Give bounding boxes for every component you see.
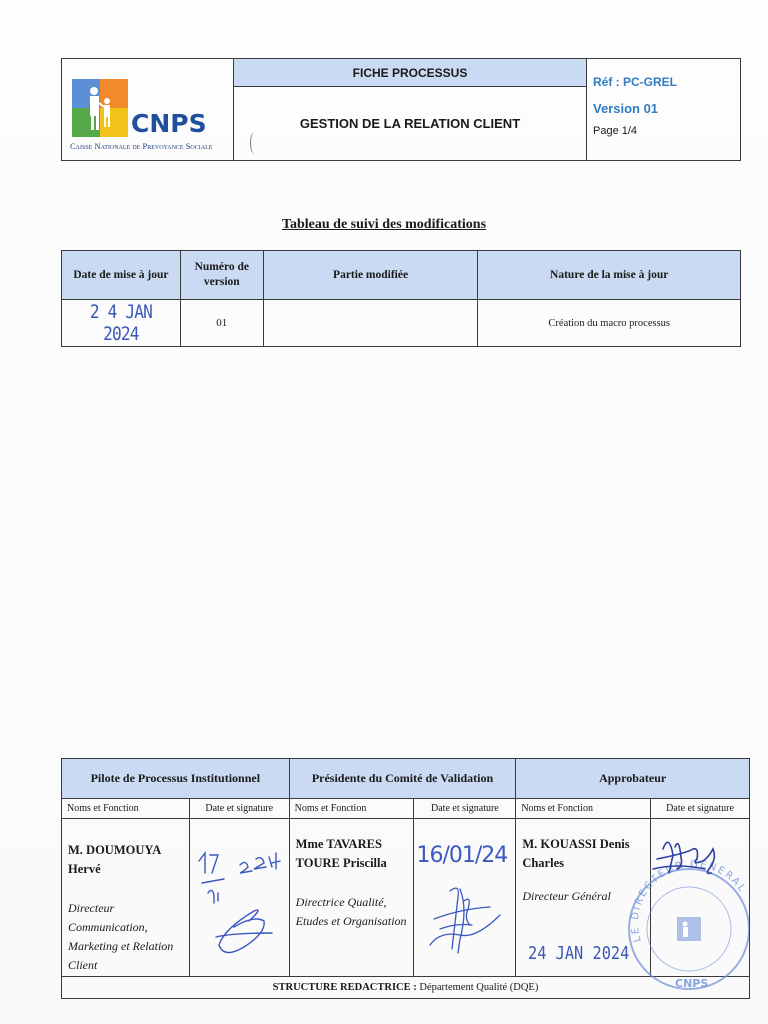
signature-table [61,758,750,999]
logo-text: CNPS [131,109,207,138]
seal-org: CNPS [675,977,709,990]
sub-header-name: Noms et Fonction [62,799,190,819]
modifications-table [61,250,741,347]
cell-date [62,300,181,347]
col-header-nature: Nature de la mise à jour [478,251,741,300]
date-stamp: 2 4 JAN 2024 [89,301,152,345]
pilote-info [62,819,190,977]
section-title: Tableau de suivi des modifications [281,217,487,232]
sub-header-date: Date et signature [651,799,750,819]
footer-label: STRUCTURE REDACTRICE : [272,982,417,993]
approbateur-stamp-date: 24 JAN 2024 [528,943,630,964]
approbateur-name: M. KOUASSI Denis Charles [522,837,630,870]
pilote-function: Directeur Communication, Marketing et Relation Client [68,901,174,972]
col-header-version: Numéro de version [180,251,263,300]
pilote-name: M. DOUMOUYA Hervé [68,843,161,876]
reference-cell [586,59,740,160]
cell-partie [263,300,478,347]
sub-header-name: Noms et Fonction [516,799,651,819]
pilote-handwritten-signature [194,833,286,963]
cell-nature: Création du macro processus [478,300,741,347]
seal-text: LE DIRECTEUR GENERAL [630,858,749,944]
col-header-partie: Partie modifiée [263,251,478,300]
cell-version: 01 [180,300,263,347]
approbateur-signature-cell [630,819,750,990]
group-approbateur: Approbateur [516,759,750,799]
version-label: Version 01 [593,101,659,116]
sub-header-name: Noms et Fonction [289,799,414,819]
document-header [61,58,741,161]
pen-stroke-mark [250,132,259,154]
group-presidente: Présidente du Comité de Validation [289,759,516,799]
pilote-signature-cell [189,819,289,977]
presidente-handwritten-date: 16/01/24 [416,843,508,868]
presidente-function: Directrice Qualité, Etudes et Organisation [295,895,407,928]
group-pilote: Pilote de Processus Institutionnel [62,759,290,799]
presidente-name: Mme TAVARES TOURE Priscilla [295,837,387,870]
logo-subtitle: Caisse Nationale de Prevoyance Sociale [70,141,213,151]
table-header-row [62,251,741,300]
col-header-date: Date de mise à jour [62,251,181,300]
page-number: Page 1/4 [593,125,638,137]
sub-header-date: Date et signature [414,799,516,819]
presidente-info [289,819,414,977]
reference-label: Réf : PC-GREL [593,75,677,89]
doc-title: GESTION DE LA RELATION CLIENT [299,116,521,131]
approbateur-info [516,819,651,977]
presidente-handwritten-signature [420,879,512,963]
presidente-signature-cell [414,819,516,977]
approbateur-function: Directeur Général [522,889,611,903]
structure-redactrice [62,977,750,999]
footer-value: Département Qualité (DQE) [419,982,539,993]
sub-header-date: Date et signature [189,799,289,819]
cnps-logo-icon [72,79,128,137]
logo-cell [62,59,234,160]
doc-type: FICHE PROCESSUS [234,59,586,87]
table-row [62,300,741,347]
